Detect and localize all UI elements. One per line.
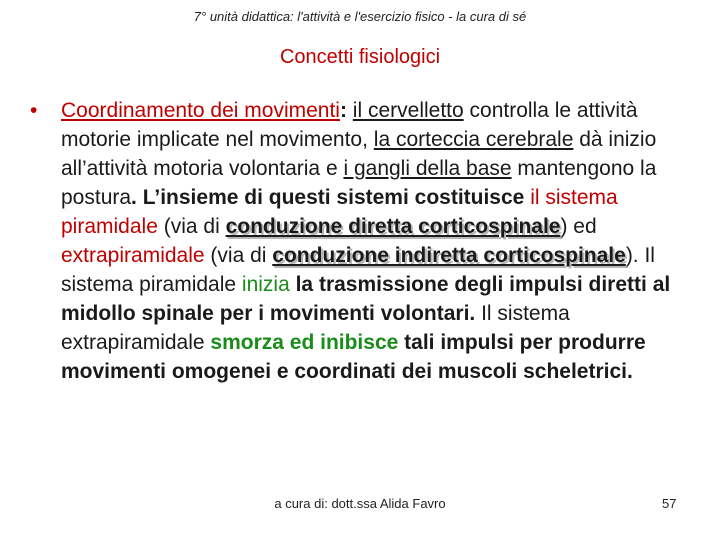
term-extrapiramidale: extrapiramidale xyxy=(61,244,205,267)
text-segment: dà inizio all’attività motoria volontaria e xyxy=(61,128,657,180)
text-segment: tali impulsi per produrre movimenti omogenei e coordinati dei muscoli scheletrici. xyxy=(61,331,646,383)
term-corteccia-cerebrale: la corteccia cerebrale xyxy=(373,128,574,151)
text-segment: Il sistema piramidale xyxy=(61,244,655,296)
text-segment: (via di xyxy=(157,215,226,238)
text-segment: ) ed xyxy=(560,215,597,238)
term-conduzione-diretta: conduzione diretta corticospinale xyxy=(225,215,561,238)
text-segment: controlla le attività motorie implicate nel movimento, xyxy=(61,99,638,151)
text-segment: (via di xyxy=(204,244,273,267)
text-segment: . L’insieme di questi sistemi costituisce xyxy=(131,186,531,209)
term-sistema-piramidale: il sistema piramidale xyxy=(61,186,618,238)
text-segment: ). xyxy=(625,244,639,267)
term-conduzione-indiretta: conduzione indiretta corticospinale xyxy=(272,244,626,267)
text-segment: Il sistema extrapiramidale xyxy=(61,302,570,354)
bullet-marker: • xyxy=(30,99,38,122)
bullet-paragraph xyxy=(61,96,690,386)
text-segment: la trasmissione degli impulsi diretti al midollo spinale per i movimenti volontari. xyxy=(61,273,671,325)
term-inizia: inizia xyxy=(241,273,290,296)
term-gangli-base: i gangli della base xyxy=(343,157,512,180)
slide-header: 7° unità didattica: l'attività e l'esercizio fisico - la cura di sé xyxy=(193,9,527,24)
term-coordinamento: Coordinamento dei movimenti xyxy=(61,99,340,122)
slide-body xyxy=(30,96,690,386)
slide-title: Concetti fisiologici xyxy=(279,46,441,68)
term-cervelletto: il cervelletto xyxy=(352,99,464,122)
page-number: 57 xyxy=(662,496,677,511)
text-colon: : xyxy=(339,99,353,122)
text-segment: mantengono la postura xyxy=(61,157,657,209)
footer-author: a cura di: dott.ssa Alida Favro xyxy=(274,496,446,511)
term-smorza-inibisce: smorza ed inibisce xyxy=(210,331,399,354)
